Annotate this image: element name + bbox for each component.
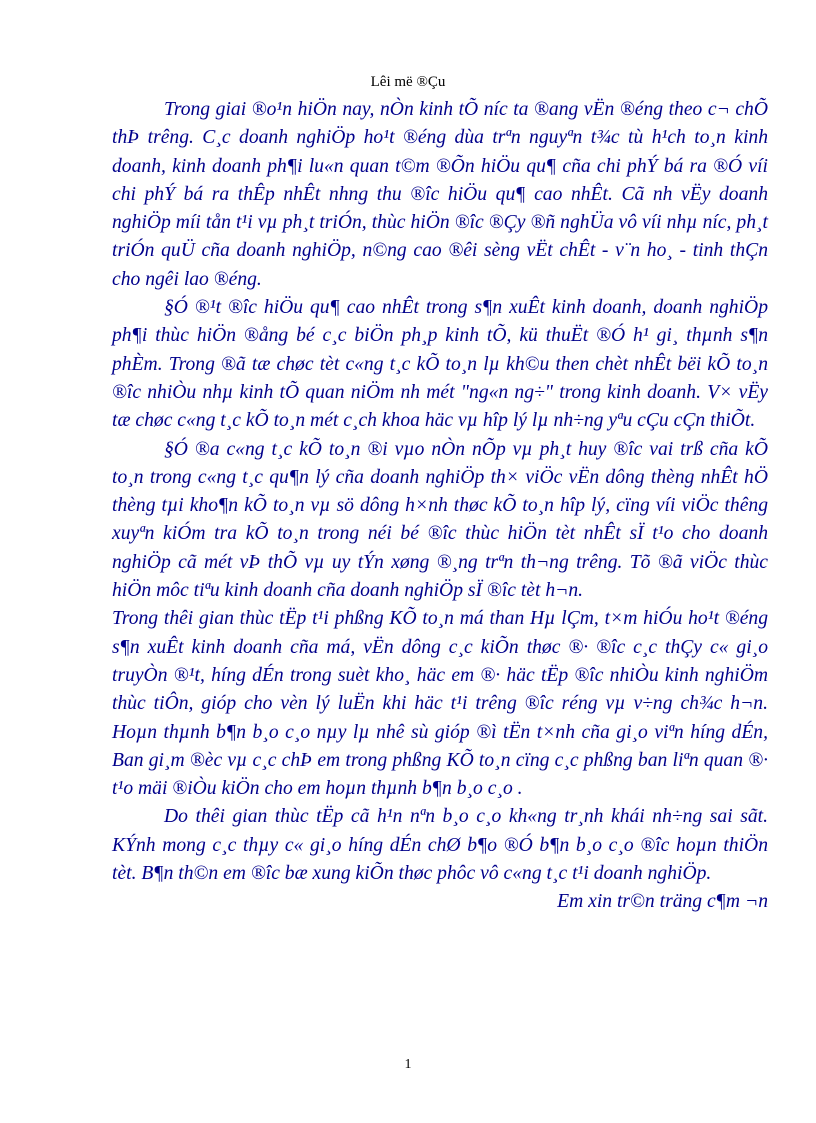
paragraph-5: Do thêi gian thùc tËp cã h¹n nªn b¸o c¸o kh«ng tr¸nh khái nh÷ng sai sãt. KÝnh mong c¸c thµy c« gi¸o híng dÉn chØ b¶o ®Ó b¶n b¸o c¸o ®îc hoµn thiÖn tèt. B¶n th©n em ®îc bæ xung kiÕn thøc phôc vô c«ng t¸c t¹i doanh nghiÖp. bbox=[112, 806, 768, 885]
paragraph-2: §Ó ®¹t ®îc hiÖu qu¶ cao nhÊt trong s¶n xuÊt kinh doanh, doanh nghiÖp ph¶i thùc hiÖn ®ång bé c¸c biÖn ph¸p kinh tÕ, kü thuËt ®Ó h¹ gi¸ thµnh s¶n phÈm. Trong ®ã tæ chøc tèt c«ng t¸c kÕ to¸n lµ kh©u then chèt nhÊt bëi kÕ to¸n ®îc nhiÒu nhµ kinh tÕ quan niÖm nh mét "ng«n ng÷" trong kinh doanh. V× vËy tæ chøc c«ng t¸c kÕ to¸n mét c¸ch khoa häc vµ hîp lý lµ nh÷ng yªu cÇu cÇn thiÕt. bbox=[112, 297, 768, 432]
document-title: Lêi më ®Çu bbox=[370, 74, 446, 90]
paragraph-4: Trong thêi gian thùc tËp t¹i phßng KÕ to¸n má than Hµ lÇm, t×m hiÓu ho¹t ®éng s¶n xuÊt kinh doanh cña má, vËn dông c¸c kiÕn thøc ®· ®îc c¸c thÇy c« gi¸o truyÒn ®¹t, híng dÉn trong suèt kho¸ häc em ®· häc tËp ®îc nhiÒu kinh nghiÖm thùc tiÔn, gióp cho vèn lý luËn khi häc t¹i trêng ®îc réng vµ v÷ng ch¾c h¬n. Hoµn thµnh b¶n b¸o c¸o nµy lµ nhê sù gióp ®ì tËn t×nh cña gi¸o viªn híng dÉn, Ban gi¸m ®èc vµ c¸c chÞ em trong phßng KÕ to¸n cïng c¸c phßng ban liªn quan ®· t¹o mäi ®iÒu kiÖn cho em hoµn thµnh b¶n b¸o c¸o . bbox=[112, 608, 768, 800]
signoff-line: Em xin tr©n träng c¶m ¬n bbox=[557, 891, 768, 913]
page-number: 1 bbox=[404, 1057, 412, 1072]
paragraph-3: §Ó ®a c«ng t¸c kÕ to¸n ®i vµo nÒn nÕp vµ ph¸t huy ®îc vai trß cña kÕ to¸n trong c«ng t¸c qu¶n lý cña doanh nghiÖp th× viÖc vËn dông thèng nhÊt hÖ thèng tµi kho¶n kÕ to¸n vµ sö dông h×nh thøc kÕ to¸n hîp lý, cïng víi viÖc thêng xuyªn kiÓm tra kÕ to¸n trong néi bé ®îc thùc hiÖn tèt nhÊt sÏ t¹o cho doanh nghiÖp cã mét vÞ thÕ vµ uy tÝn xøng ®¸ng trªn th¬ng trêng. Tõ ®ã viÖc thùc hiÖn môc tiªu kinh doanh cña doanh nghiÖp sÏ ®îc tèt h¬n. bbox=[112, 438, 768, 602]
paragraph-1: Trong giai ®o¹n hiÖn nay, nÒn kinh tÕ níc ta ®ang vËn ®éng theo c¬ chÕ thÞ trêng. C¸c doanh nghiÖp ho¹t ®éng dùa trªn nguyªn t¾c tù h¹ch to¸n kinh doanh, kinh doanh ph¶i lu«n quan t©m ®Õn hiÖu qu¶ cña chi phÝ bá ra ®Ó víi chi phÝ bá ra thÊp nhÊt nhng thu ®îc hiÖu qu¶ cao nhÊt. Cã nh vËy doanh nghiÖp míi tån t¹i vµ ph¸t triÓn, thùc hiÖn ®îc ®Çy ®ñ nghÜa vô víi nhµ níc, ph¸t triÓn quÜ cña doanh nghiÖp, n©ng cao ®êi sèng vËt chÊt - v¨n ho¸ - tinh thÇn cho ngêi lao ®éng. bbox=[112, 99, 768, 290]
document-body bbox=[112, 96, 768, 917]
